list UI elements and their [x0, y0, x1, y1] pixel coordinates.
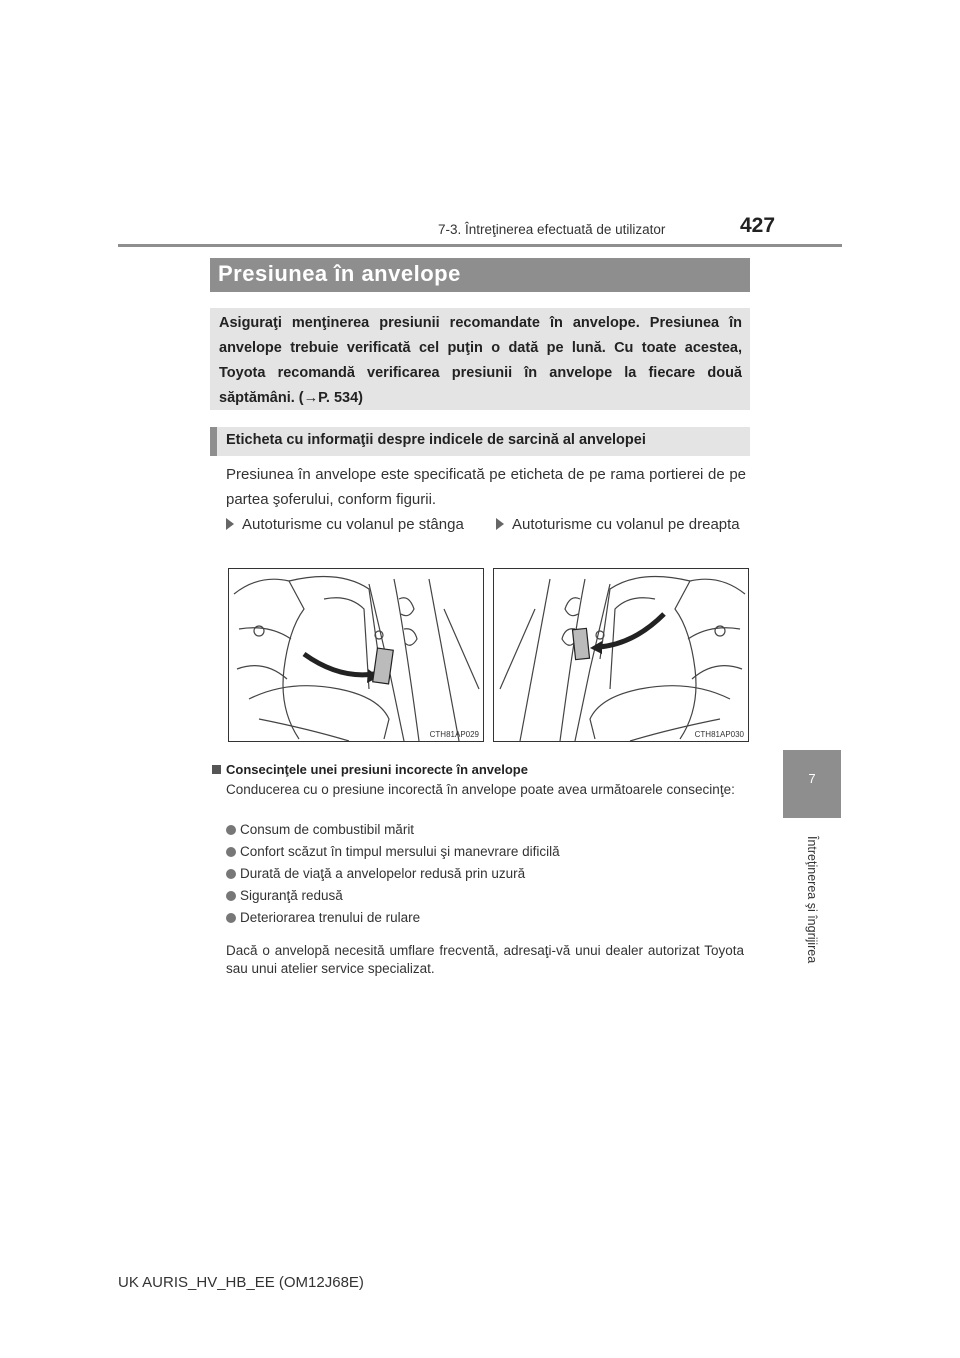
- bullet-dot-icon: [226, 825, 236, 835]
- caption-left-text: Autoturisme cu volanul pe stânga: [242, 516, 464, 533]
- section-heading: [212, 762, 528, 777]
- intro-text: Asiguraţi menţinerea presiunii recomandate în anvelope. Presiunea în anvelope trebuie verificată cel puţin o dată pe lună. Cu toate acestea, Toyota recomandă verificarea presiunii în anvelope la fiecare două săptămâni. (→P. 534): [219, 315, 742, 406]
- subheading-accent: [210, 427, 217, 456]
- caption-arrow-icon: [226, 518, 234, 530]
- list-item-text: Consum de combustibil mărit: [240, 822, 415, 837]
- caption-right: [496, 512, 746, 564]
- car-interior-right-illustration: [494, 569, 749, 742]
- caption-arrow-icon: [496, 518, 504, 530]
- square-bullet-icon: [212, 765, 221, 774]
- intro-box: [210, 308, 750, 410]
- list-item: [226, 842, 746, 864]
- figure-left-code: CTH81AP029: [429, 730, 479, 739]
- section-heading-text: Consecinţele unei presiuni incorecte în anvelope: [226, 762, 528, 777]
- figure-left-door-label: [228, 568, 484, 742]
- page-title: Presiunea în anvelope: [218, 261, 461, 286]
- chapter-tab[interactable]: [783, 750, 841, 818]
- page-title-bar: [210, 258, 750, 292]
- list-item-text: Siguranţă redusă: [240, 888, 343, 903]
- list-item: [226, 820, 746, 842]
- footer-document-code: UK AURIS_HV_HB_EE (OM12J68E): [118, 1274, 364, 1291]
- figure-right-code: CTH81AP030: [694, 730, 744, 739]
- subheading-bar: [210, 427, 750, 456]
- closing-paragraph: Dacă o anvelopă necesită umflare frecventă, adresaţi-vă unui dealer autorizat Toyota sau unui atelier service specializat.: [226, 943, 744, 976]
- header-divider: [118, 244, 842, 247]
- bullet-dot-icon: [226, 869, 236, 879]
- caption-right-text: Autoturisme cu volanul pe dreapta: [512, 516, 740, 533]
- list-item-text: Confort scăzut în timpul mersului şi manevrare dificilă: [240, 844, 560, 859]
- body-paragraph: Presiunea în anvelope este specificată pe eticheta de pe rama portierei de pe partea şoferului, conform figurii.: [226, 466, 746, 508]
- page-number: 427: [740, 214, 776, 237]
- subheading-text: Eticheta cu informaţii despre indicele de sarcină al anvelopei: [226, 432, 646, 448]
- figure-right-door-label: [493, 568, 749, 742]
- list-item-text: Deteriorarea trenului de rulare: [240, 910, 421, 925]
- chapter-tab-number: 7: [808, 771, 816, 786]
- consequences-list: [226, 820, 746, 930]
- list-item: [226, 864, 746, 886]
- bullet-dot-icon: [226, 913, 236, 923]
- list-item-text: Durată de viaţă a anvelopelor redusă prin uzură: [240, 866, 526, 881]
- caption-left: [226, 512, 476, 564]
- list-item: [226, 908, 746, 930]
- chapter-side-title: Întreţinerea şi îngrijirea: [805, 836, 819, 964]
- header-section-title: 7-3. Întreţinerea efectuată de utilizator: [438, 222, 666, 237]
- bullet-dot-icon: [226, 847, 236, 857]
- section-paragraph: Conducerea cu o presiune incorectă în anvelope poate avea următoarele consecinţe:: [226, 782, 735, 797]
- car-interior-left-illustration: [229, 569, 484, 742]
- list-item: [226, 886, 746, 908]
- bullet-dot-icon: [226, 891, 236, 901]
